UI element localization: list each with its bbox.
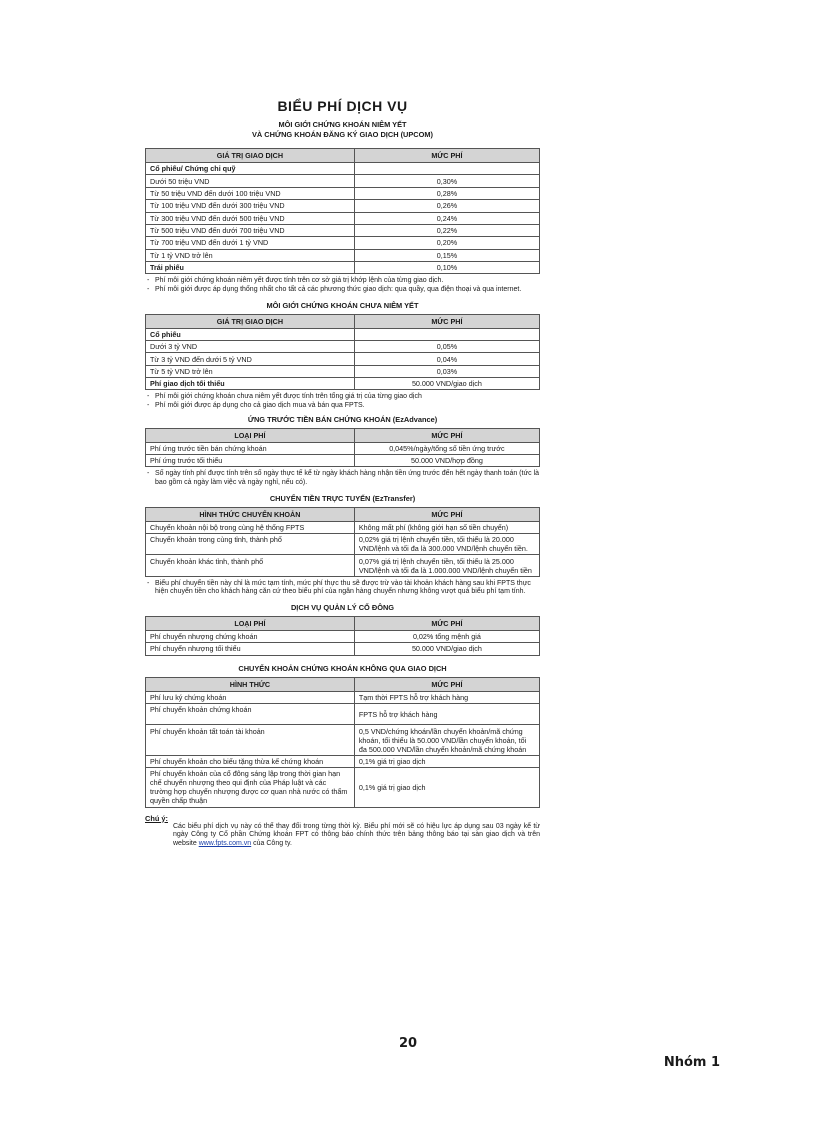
table-cell: Từ 100 triệu VND đến dưới 300 triệu VND [146, 200, 355, 212]
table-row [146, 200, 540, 212]
table-header: MỨC PHÍ [354, 507, 539, 521]
section-title: CHUYỂN KHOẢN CHỨNG KHOÁN KHÔNG QUA GIAO DỊCH [238, 663, 447, 673]
note-heading: Chú ý: [145, 813, 168, 823]
table-row [146, 249, 540, 261]
table-header: MỨC PHÍ [354, 616, 539, 630]
table-row [146, 187, 540, 199]
table-cell: 0,15% [354, 249, 539, 261]
table-cell: Phí chuyển khoản của cổ đông sáng lập trong thời gian hạn chế chuyển nhượng theo qui định của Pháp luật và các trường hợp chuyển nhượng được cơ quan nhà nước có thẩm quyền chấp thuận [146, 768, 355, 807]
table-row [146, 533, 540, 554]
table-cell: 0,30% [354, 175, 539, 187]
table-cell: Từ 700 triệu VND đến dưới 1 tỷ VND [146, 237, 355, 249]
table-row [146, 353, 540, 365]
table-cell: Chuyển khoản nội bộ trong cùng hệ thống FPTS [146, 521, 355, 533]
table-cell: Phí chuyển nhượng chứng khoán [146, 630, 355, 642]
table-cell: 0,26% [354, 200, 539, 212]
table-row [146, 521, 540, 533]
note-item: - Phí môi giới chứng khoán niêm yết được tính trên cơ sở giá trị khớp lệnh của từng giao dịch. [145, 277, 540, 286]
table-row [146, 365, 540, 377]
table-header: MỨC PHÍ [354, 149, 539, 163]
table-header: GIÁ TRỊ GIAO DỊCH [146, 314, 355, 328]
table-cell: Phí ứng trước tối thiểu [146, 455, 355, 467]
website-link[interactable]: www.fpts.com.vn [198, 840, 252, 848]
listed-brokerage-fee-table [145, 148, 540, 274]
table-cell: FPTS hỗ trợ khách hàng [354, 704, 539, 725]
page-title: BIỂU PHÍ DỊCH VỤ [277, 98, 408, 114]
table-row [146, 237, 540, 249]
table-header: MỨC PHÍ [354, 677, 539, 691]
table-cell: Chuyển khoản khác tỉnh, thành phố [146, 555, 355, 576]
table-cell: Phí ứng trước tiền bán chứng khoán [146, 442, 355, 454]
table-row [146, 704, 540, 725]
off-exchange-transfer-fee-table [145, 677, 540, 808]
table-cell: Từ 50 triệu VND đến dưới 100 triệu VND [146, 187, 355, 199]
table-row [146, 643, 540, 655]
table-header: MỨC PHÍ [354, 314, 539, 328]
section-title: CHUYỂN TIỀN TRỰC TUYẾN (EzTransfer) [269, 493, 416, 503]
table-cell: Cổ phiếu/ Chứng chỉ quỹ [146, 163, 355, 175]
table-row [146, 378, 540, 390]
table-cell: 0,04% [354, 353, 539, 365]
table-cell: Từ 3 tỷ VND đến dưới 5 tỷ VND [146, 353, 355, 365]
table-row [146, 328, 540, 340]
table-cell: 0,24% [354, 212, 539, 224]
notes-list [145, 580, 540, 597]
table-cell: 0,28% [354, 187, 539, 199]
note-body [145, 823, 540, 849]
table-row [146, 262, 540, 274]
table-row [146, 768, 540, 807]
table-header: MỨC PHÍ [354, 428, 539, 442]
subtitle-line-2: VÀ CHỨNG KHOÁN ĐĂNG KÝ GIAO DỊCH (UPCOM) [251, 130, 434, 139]
table-cell: 0,03% [354, 365, 539, 377]
table-row [146, 630, 540, 642]
table-cell: 0,1% giá trị giao dịch [354, 768, 539, 807]
table-cell: Dưới 50 triệu VND [146, 175, 355, 187]
table-row [146, 175, 540, 187]
group-label: Nhóm 1 [663, 1055, 720, 1070]
table-header: LOẠI PHÍ [146, 428, 355, 442]
table-cell: Tạm thời FPTS hỗ trợ khách hàng [354, 691, 539, 703]
table-header: HÌNH THỨC [146, 677, 355, 691]
table-cell: 50.000 VND/hợp đồng [354, 455, 539, 467]
table-row [146, 691, 540, 703]
table-cell: 0,045%/ngày/tổng số tiền ứng trước [354, 442, 539, 454]
table-row [146, 455, 540, 467]
section-title: ỨNG TRƯỚC TIỀN BÁN CHỨNG KHOÁN (EzAdvance) [247, 414, 438, 424]
table-cell: 0,07% giá trị lệnh chuyển tiền, tối thiểu là 25.000 VND/lệnh và tối đa là 1.000.000 VND/lệnh chuyển tiền [354, 555, 539, 576]
table-row [146, 340, 540, 352]
table-header: HÌNH THỨC CHUYỂN KHOẢN [146, 507, 355, 521]
table-cell: Phí lưu ký chứng khoán [146, 691, 355, 703]
table-cell: 0,20% [354, 237, 539, 249]
table-cell: Phí giao dịch tối thiểu [146, 378, 355, 390]
table-row [146, 755, 540, 767]
table-cell: 0,22% [354, 224, 539, 236]
table-cell: Không mất phí (không giới hạn số tiền chuyển) [354, 521, 539, 533]
note-suffix: của Công ty. [251, 840, 292, 848]
table-cell: 50.000 VND/giao dịch [354, 378, 539, 390]
table-cell: Từ 1 tỷ VND trở lên [146, 249, 355, 261]
table-cell: 0,1% giá trị giao dịch [354, 755, 539, 767]
table-row [146, 163, 540, 175]
table-cell: Phí chuyển khoản cho biếu tặng thừa kế chứng khoán [146, 755, 355, 767]
ezadvance-fee-table [145, 428, 540, 468]
table-cell: 0,02% tổng mệnh giá [354, 630, 539, 642]
subtitle-line-1: MÔI GIỚI CHỨNG KHOÁN NIÊM YẾT [278, 120, 407, 129]
table-row [146, 725, 540, 755]
page-number: 20 [398, 1036, 418, 1051]
table-header: GIÁ TRỊ GIAO DỊCH [146, 149, 355, 163]
note-item: - Số ngày tính phí được tính trên số ngày thực tế kể từ ngày khách hàng nhận tiền ứng trước đến hết ngày thanh toán (tức là bao gồm cả ngày làm việc và ngày nghỉ, nếu có). [145, 470, 540, 487]
table-cell: 0,02% giá trị lệnh chuyển tiền, tối thiểu là 20.000 VND/lệnh và tối đa là 300.000 VND/lệnh chuyển tiền. [354, 533, 539, 554]
section-title: MÔI GIỚI CHỨNG KHOÁN CHƯA NIÊM YẾT [266, 300, 419, 310]
table-cell: 0,5 VND/chứng khoán/lần chuyển khoản/mã chứng khoán, tối thiểu là 50.000 VND/lần chuyển khoản, tối đa 500.000 VND/lần chuyển khoản/mã chứng khoán [354, 725, 539, 755]
note-item: - Phí môi giới chứng khoán chưa niêm yết được tính trên tổng giá trị của từng giao dịch [145, 393, 540, 402]
table-cell: Từ 300 triệu VND đến dưới 500 triệu VND [146, 212, 355, 224]
fee-schedule-document [145, 98, 540, 849]
table-header: LOẠI PHÍ [146, 616, 355, 630]
table-cell: 0,10% [354, 262, 539, 274]
table-cell: Từ 5 tỷ VND trở lên [146, 365, 355, 377]
table-cell: 50.000 VND/giao dịch [354, 643, 539, 655]
table-cell: Dưới 3 tỷ VND [146, 340, 355, 352]
note-item: - Phí môi giới được áp dụng thống nhất cho tất cả các phương thức giao dịch: qua quầy, qua điện thoại và qua internet. [145, 286, 540, 295]
table-cell: Trái phiếu [146, 262, 355, 274]
table-row [146, 442, 540, 454]
table-row [146, 224, 540, 236]
table-cell: Cổ phiếu [146, 328, 355, 340]
table-cell: Phí chuyển nhượng tối thiểu [146, 643, 355, 655]
unlisted-brokerage-fee-table [145, 314, 540, 391]
notes-list [145, 470, 540, 487]
table-cell [354, 163, 539, 175]
note-item: - Biểu phí chuyển tiền này chỉ là mức tạm tính, mức phí thực thu sẽ được trừ vào tài khoản khách hàng sau khi FPTS thực hiện chuyển tiền cho khách hàng căn cứ theo biểu phí của ngân hàng chuyển nhưng không vượt quá biểu phí tạm tính. [145, 580, 540, 597]
table-row [146, 555, 540, 576]
table-cell: Chuyển khoản trong cùng tỉnh, thành phố [146, 533, 355, 554]
note-text: Các biểu phí dịch vụ này có thể thay đổi trong từng thời kỳ. Biểu phí mới sẽ có hiệu lực áp dụng sau 03 ngày kể từ ngày Công ty Cổ phần Chứng khoán FPT có thông báo chính thức trên bảng thông báo tại sàn giao dịch và trên website [173, 822, 540, 848]
table-row [146, 212, 540, 224]
note-item: - Phí môi giới được áp dụng cho cả giao dịch mua và bán qua FPTS. [145, 402, 540, 411]
table-cell [354, 328, 539, 340]
table-cell: Phí chuyển khoản chứng khoán [146, 704, 355, 725]
section-title: DỊCH VỤ QUẢN LÝ CỔ ĐÔNG [290, 602, 395, 612]
notes-list [145, 277, 540, 294]
shareholder-management-fee-table [145, 616, 540, 656]
eztransfer-fee-table [145, 507, 540, 577]
notes-list [145, 393, 540, 410]
table-cell: 0,05% [354, 340, 539, 352]
table-cell: Từ 500 triệu VND đến dưới 700 triệu VND [146, 224, 355, 236]
table-cell: Phí chuyển khoản tất toán tài khoản [146, 725, 355, 755]
